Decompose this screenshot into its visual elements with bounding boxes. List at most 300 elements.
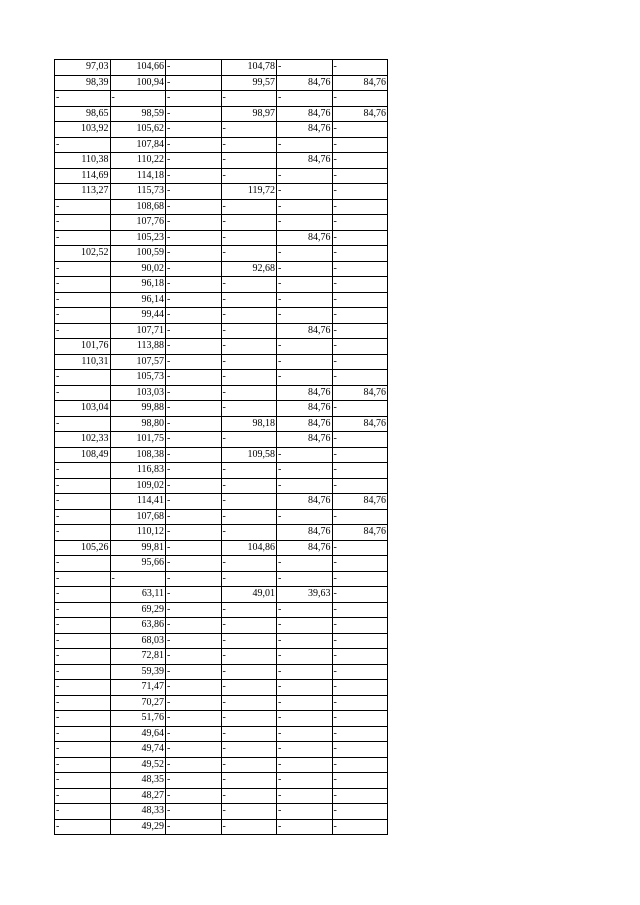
table-cell-col-5: 84,76: [277, 525, 333, 541]
table-cell-col-3: -: [166, 711, 222, 727]
table-row: [55, 742, 388, 758]
table-cell-col-3: -: [166, 556, 222, 572]
table-cell-col-6: -: [332, 540, 388, 556]
table-cell-col-5: -: [277, 664, 333, 680]
data-table-body: [55, 60, 388, 835]
table-cell-col-2: 99,44: [110, 308, 166, 324]
table-row: [55, 277, 388, 293]
table-cell-col-3: -: [166, 478, 222, 494]
table-cell-col-3: -: [166, 463, 222, 479]
table-cell-col-1: -: [55, 385, 111, 401]
table-row: [55, 587, 388, 603]
table-cell-col-5: -: [277, 277, 333, 293]
table-cell-col-4: -: [221, 277, 277, 293]
table-cell-col-4: -: [221, 153, 277, 169]
table-cell-col-1: 101,76: [55, 339, 111, 355]
table-cell-col-6: -: [332, 711, 388, 727]
table-cell-col-6: 84,76: [332, 525, 388, 541]
table-cell-col-2: 59,39: [110, 664, 166, 680]
table-cell-col-2: 108,38: [110, 447, 166, 463]
table-cell-col-6: -: [332, 137, 388, 153]
table-row: [55, 804, 388, 820]
table-row: [55, 602, 388, 618]
table-cell-col-5: 84,76: [277, 230, 333, 246]
table-cell-col-4: 92,68: [221, 261, 277, 277]
table-cell-col-2: 109,02: [110, 478, 166, 494]
table-cell-col-3: -: [166, 91, 222, 107]
table-cell-col-1: 102,52: [55, 246, 111, 262]
table-cell-col-4: -: [221, 742, 277, 758]
table-cell-col-4: -: [221, 819, 277, 835]
table-cell-col-3: -: [166, 618, 222, 634]
table-cell-col-6: 84,76: [332, 106, 388, 122]
table-row: [55, 664, 388, 680]
table-cell-col-6: -: [332, 804, 388, 820]
table-cell-col-3: -: [166, 525, 222, 541]
table-cell-col-1: -: [55, 137, 111, 153]
table-cell-col-6: -: [332, 447, 388, 463]
table-cell-col-1: -: [55, 587, 111, 603]
table-cell-col-1: 103,92: [55, 122, 111, 138]
table-cell-col-1: -: [55, 509, 111, 525]
table-cell-col-2: -: [110, 91, 166, 107]
table-cell-col-3: -: [166, 540, 222, 556]
table-cell-col-3: -: [166, 509, 222, 525]
table-cell-col-4: -: [221, 91, 277, 107]
table-cell-col-2: 63,86: [110, 618, 166, 634]
table-cell-col-1: -: [55, 726, 111, 742]
table-cell-col-4: 98,97: [221, 106, 277, 122]
table-cell-col-4: -: [221, 215, 277, 231]
table-cell-col-3: -: [166, 788, 222, 804]
table-cell-col-5: -: [277, 447, 333, 463]
table-cell-col-3: -: [166, 773, 222, 789]
table-row: [55, 757, 388, 773]
table-cell-col-1: -: [55, 757, 111, 773]
table-cell-col-2: 107,57: [110, 354, 166, 370]
table-cell-col-4: -: [221, 199, 277, 215]
table-cell-col-1: -: [55, 277, 111, 293]
table-cell-col-6: -: [332, 60, 388, 76]
table-row: [55, 323, 388, 339]
table-cell-col-1: -: [55, 199, 111, 215]
table-cell-col-4: -: [221, 339, 277, 355]
table-row: [55, 168, 388, 184]
table-cell-col-1: -: [55, 463, 111, 479]
table-cell-col-4: -: [221, 711, 277, 727]
table-row: [55, 122, 388, 138]
table-cell-col-1: 113,27: [55, 184, 111, 200]
table-row: [55, 339, 388, 355]
table-cell-col-3: -: [166, 726, 222, 742]
table-cell-col-5: -: [277, 168, 333, 184]
table-cell-col-4: -: [221, 602, 277, 618]
table-cell-col-3: -: [166, 401, 222, 417]
table-cell-col-6: -: [332, 153, 388, 169]
table-cell-col-4: -: [221, 664, 277, 680]
table-cell-col-1: 105,26: [55, 540, 111, 556]
table-cell-col-5: -: [277, 91, 333, 107]
table-cell-col-3: -: [166, 184, 222, 200]
table-cell-col-2: 70,27: [110, 695, 166, 711]
table-cell-col-4: -: [221, 695, 277, 711]
table-cell-col-4: -: [221, 168, 277, 184]
table-cell-col-6: -: [332, 556, 388, 572]
table-cell-col-2: 68,03: [110, 633, 166, 649]
table-cell-col-4: 49,01: [221, 587, 277, 603]
table-cell-col-2: 110,22: [110, 153, 166, 169]
table-cell-col-3: -: [166, 354, 222, 370]
table-cell-col-2: 49,74: [110, 742, 166, 758]
table-cell-col-1: -: [55, 494, 111, 510]
table-row: [55, 230, 388, 246]
table-cell-col-5: -: [277, 354, 333, 370]
table-cell-col-5: -: [277, 463, 333, 479]
table-cell-col-6: -: [332, 664, 388, 680]
table-row: [55, 494, 388, 510]
table-cell-col-5: 84,76: [277, 75, 333, 91]
table-cell-col-2: 95,66: [110, 556, 166, 572]
table-cell-col-6: -: [332, 819, 388, 835]
table-cell-col-4: -: [221, 308, 277, 324]
table-cell-col-6: -: [332, 680, 388, 696]
table-cell-col-6: 84,76: [332, 385, 388, 401]
table-cell-col-6: -: [332, 463, 388, 479]
table-cell-col-4: -: [221, 230, 277, 246]
table-cell-col-3: -: [166, 292, 222, 308]
table-cell-col-4: -: [221, 370, 277, 386]
table-cell-col-3: -: [166, 633, 222, 649]
table-row: [55, 370, 388, 386]
table-cell-col-5: -: [277, 261, 333, 277]
table-cell-col-5: -: [277, 370, 333, 386]
table-cell-col-1: -: [55, 742, 111, 758]
table-cell-col-2: 96,18: [110, 277, 166, 293]
table-cell-col-1: -: [55, 91, 111, 107]
table-cell-col-5: -: [277, 199, 333, 215]
table-cell-col-3: -: [166, 60, 222, 76]
table-cell-col-3: -: [166, 199, 222, 215]
table-row: [55, 401, 388, 417]
table-cell-col-1: -: [55, 618, 111, 634]
table-cell-col-3: -: [166, 75, 222, 91]
table-row: [55, 91, 388, 107]
table-cell-col-6: -: [332, 199, 388, 215]
table-cell-col-3: -: [166, 106, 222, 122]
table-cell-col-6: -: [332, 184, 388, 200]
table-cell-col-3: -: [166, 122, 222, 138]
table-row: [55, 60, 388, 76]
table-cell-col-5: -: [277, 788, 333, 804]
table-cell-col-3: -: [166, 137, 222, 153]
table-cell-col-2: 49,64: [110, 726, 166, 742]
table-cell-col-4: -: [221, 571, 277, 587]
table-cell-col-4: -: [221, 323, 277, 339]
table-cell-col-1: -: [55, 416, 111, 432]
table-cell-col-4: -: [221, 680, 277, 696]
table-cell-col-6: -: [332, 339, 388, 355]
table-cell-col-1: -: [55, 711, 111, 727]
table-cell-col-2: 105,23: [110, 230, 166, 246]
table-cell-col-6: -: [332, 292, 388, 308]
table-cell-col-1: -: [55, 308, 111, 324]
table-cell-col-5: -: [277, 339, 333, 355]
table-cell-col-4: -: [221, 804, 277, 820]
table-cell-col-5: -: [277, 726, 333, 742]
table-cell-col-2: 107,68: [110, 509, 166, 525]
table-row: [55, 680, 388, 696]
table-cell-col-6: -: [332, 277, 388, 293]
table-cell-col-2: 63,11: [110, 587, 166, 603]
table-row: [55, 540, 388, 556]
table-cell-col-6: -: [332, 649, 388, 665]
table-cell-col-6: 84,76: [332, 416, 388, 432]
table-cell-col-3: -: [166, 649, 222, 665]
table-cell-col-5: 84,76: [277, 106, 333, 122]
table-cell-col-5: -: [277, 633, 333, 649]
table-cell-col-3: -: [166, 494, 222, 510]
table-cell-col-5: -: [277, 556, 333, 572]
table-cell-col-5: -: [277, 742, 333, 758]
table-cell-col-5: -: [277, 602, 333, 618]
table-cell-col-2: 71,47: [110, 680, 166, 696]
table-cell-col-4: -: [221, 292, 277, 308]
table-cell-col-1: -: [55, 633, 111, 649]
table-cell-col-2: 90,02: [110, 261, 166, 277]
table-cell-col-1: -: [55, 478, 111, 494]
table-cell-col-2: 107,76: [110, 215, 166, 231]
table-cell-col-5: 84,76: [277, 401, 333, 417]
table-cell-col-2: 99,81: [110, 540, 166, 556]
table-cell-col-2: 103,03: [110, 385, 166, 401]
table-cell-col-6: -: [332, 122, 388, 138]
table-cell-col-4: -: [221, 556, 277, 572]
table-cell-col-4: -: [221, 509, 277, 525]
table-cell-col-3: -: [166, 432, 222, 448]
table-cell-col-5: 84,76: [277, 323, 333, 339]
table-cell-col-3: -: [166, 571, 222, 587]
table-cell-col-2: 49,29: [110, 819, 166, 835]
table-cell-col-5: 84,76: [277, 432, 333, 448]
table-row: [55, 695, 388, 711]
table-cell-col-6: -: [332, 370, 388, 386]
table-cell-col-5: -: [277, 184, 333, 200]
table-cell-col-5: -: [277, 757, 333, 773]
table-cell-col-5: -: [277, 680, 333, 696]
table-cell-col-2: 110,12: [110, 525, 166, 541]
table-cell-col-5: 84,76: [277, 494, 333, 510]
table-cell-col-4: -: [221, 649, 277, 665]
table-cell-col-6: -: [332, 742, 388, 758]
table-cell-col-1: -: [55, 602, 111, 618]
table-cell-col-3: -: [166, 587, 222, 603]
table-cell-col-6: -: [332, 773, 388, 789]
table-row: [55, 525, 388, 541]
table-cell-col-2: 48,27: [110, 788, 166, 804]
table-cell-col-4: -: [221, 773, 277, 789]
table-cell-col-5: -: [277, 804, 333, 820]
table-cell-col-2: 48,33: [110, 804, 166, 820]
table-cell-col-2: 100,59: [110, 246, 166, 262]
table-cell-col-5: -: [277, 711, 333, 727]
table-cell-col-5: 84,76: [277, 153, 333, 169]
table-cell-col-2: 69,29: [110, 602, 166, 618]
table-cell-col-6: -: [332, 354, 388, 370]
table-cell-col-1: -: [55, 680, 111, 696]
table-cell-col-2: 51,76: [110, 711, 166, 727]
table-cell-col-4: -: [221, 137, 277, 153]
table-cell-col-2: 114,41: [110, 494, 166, 510]
table-cell-col-6: -: [332, 633, 388, 649]
table-cell-col-1: 103,04: [55, 401, 111, 417]
table-row: [55, 618, 388, 634]
table-cell-col-4: -: [221, 354, 277, 370]
table-row: [55, 292, 388, 308]
table-cell-col-4: 119,72: [221, 184, 277, 200]
table-cell-col-4: -: [221, 633, 277, 649]
table-cell-col-5: -: [277, 292, 333, 308]
table-cell-col-5: -: [277, 509, 333, 525]
table-cell-col-5: 84,76: [277, 385, 333, 401]
table-cell-col-3: -: [166, 447, 222, 463]
table-cell-col-3: -: [166, 804, 222, 820]
table-cell-col-4: -: [221, 726, 277, 742]
table-cell-col-2: 107,84: [110, 137, 166, 153]
table-row: [55, 416, 388, 432]
table-row: [55, 571, 388, 587]
table-row: [55, 633, 388, 649]
table-cell-col-2: 99,88: [110, 401, 166, 417]
table-cell-col-2: -: [110, 571, 166, 587]
table-cell-col-4: -: [221, 788, 277, 804]
table-cell-col-3: -: [166, 230, 222, 246]
table-cell-col-3: -: [166, 153, 222, 169]
table-cell-col-6: -: [332, 757, 388, 773]
table-row: [55, 199, 388, 215]
table-row: [55, 819, 388, 835]
table-cell-col-4: -: [221, 385, 277, 401]
table-cell-col-3: -: [166, 602, 222, 618]
table-cell-col-4: -: [221, 463, 277, 479]
table-cell-col-3: -: [166, 215, 222, 231]
table-row: [55, 75, 388, 91]
table-cell-col-1: 97,03: [55, 60, 111, 76]
table-cell-col-2: 105,73: [110, 370, 166, 386]
table-cell-col-6: -: [332, 478, 388, 494]
table-cell-col-4: -: [221, 246, 277, 262]
table-cell-col-4: -: [221, 478, 277, 494]
table-cell-col-4: 98,18: [221, 416, 277, 432]
table-cell-col-6: -: [332, 571, 388, 587]
table-cell-col-1: 98,65: [55, 106, 111, 122]
table-cell-col-3: -: [166, 819, 222, 835]
table-cell-col-1: -: [55, 323, 111, 339]
table-cell-col-1: -: [55, 292, 111, 308]
table-cell-col-1: 98,39: [55, 75, 111, 91]
table-cell-col-6: -: [332, 726, 388, 742]
table-cell-col-3: -: [166, 339, 222, 355]
table-cell-col-5: -: [277, 478, 333, 494]
table-cell-col-3: -: [166, 277, 222, 293]
table-cell-col-3: -: [166, 323, 222, 339]
table-cell-col-1: -: [55, 571, 111, 587]
table-cell-col-3: -: [166, 680, 222, 696]
table-cell-col-3: -: [166, 246, 222, 262]
table-row: [55, 137, 388, 153]
table-cell-col-5: 39,63: [277, 587, 333, 603]
table-row: [55, 432, 388, 448]
table-cell-col-6: -: [332, 602, 388, 618]
table-cell-col-5: -: [277, 215, 333, 231]
table-cell-col-4: 99,57: [221, 75, 277, 91]
table-cell-col-1: -: [55, 819, 111, 835]
table-cell-col-6: -: [332, 323, 388, 339]
table-cell-col-2: 115,73: [110, 184, 166, 200]
table-cell-col-4: -: [221, 525, 277, 541]
table-row: [55, 354, 388, 370]
table-cell-col-1: -: [55, 525, 111, 541]
table-row: [55, 385, 388, 401]
table-cell-col-4: -: [221, 432, 277, 448]
table-cell-col-1: -: [55, 695, 111, 711]
table-cell-col-2: 101,75: [110, 432, 166, 448]
table-cell-col-2: 114,18: [110, 168, 166, 184]
table-cell-col-1: -: [55, 788, 111, 804]
table-cell-col-3: -: [166, 370, 222, 386]
table-cell-col-6: 84,76: [332, 494, 388, 510]
table-row: [55, 261, 388, 277]
table-row: [55, 649, 388, 665]
table-cell-col-2: 100,94: [110, 75, 166, 91]
table-cell-col-6: -: [332, 308, 388, 324]
table-cell-col-1: 108,49: [55, 447, 111, 463]
table-cell-col-3: -: [166, 695, 222, 711]
table-cell-col-3: -: [166, 416, 222, 432]
table-cell-col-2: 116,83: [110, 463, 166, 479]
table-row: [55, 556, 388, 572]
table-row: [55, 773, 388, 789]
table-cell-col-6: -: [332, 587, 388, 603]
table-row: [55, 711, 388, 727]
table-cell-col-3: -: [166, 664, 222, 680]
table-cell-col-3: -: [166, 385, 222, 401]
table-cell-col-2: 96,14: [110, 292, 166, 308]
table-row: [55, 509, 388, 525]
table-cell-col-4: -: [221, 757, 277, 773]
table-cell-col-3: -: [166, 757, 222, 773]
table-cell-col-2: 98,59: [110, 106, 166, 122]
table-cell-col-6: -: [332, 618, 388, 634]
table-cell-col-2: 113,88: [110, 339, 166, 355]
table-cell-col-6: -: [332, 261, 388, 277]
table-cell-col-6: -: [332, 246, 388, 262]
table-cell-col-1: -: [55, 215, 111, 231]
table-cell-col-5: -: [277, 60, 333, 76]
table-cell-col-1: 114,69: [55, 168, 111, 184]
table-cell-col-2: 49,52: [110, 757, 166, 773]
table-cell-col-3: -: [166, 261, 222, 277]
table-row: [55, 106, 388, 122]
table-cell-col-6: -: [332, 432, 388, 448]
table-cell-col-4: -: [221, 618, 277, 634]
table-row: [55, 153, 388, 169]
table-cell-col-1: -: [55, 804, 111, 820]
table-cell-col-1: 110,38: [55, 153, 111, 169]
table-cell-col-4: 104,86: [221, 540, 277, 556]
table-cell-col-1: -: [55, 773, 111, 789]
table-row: [55, 447, 388, 463]
table-cell-col-1: -: [55, 664, 111, 680]
